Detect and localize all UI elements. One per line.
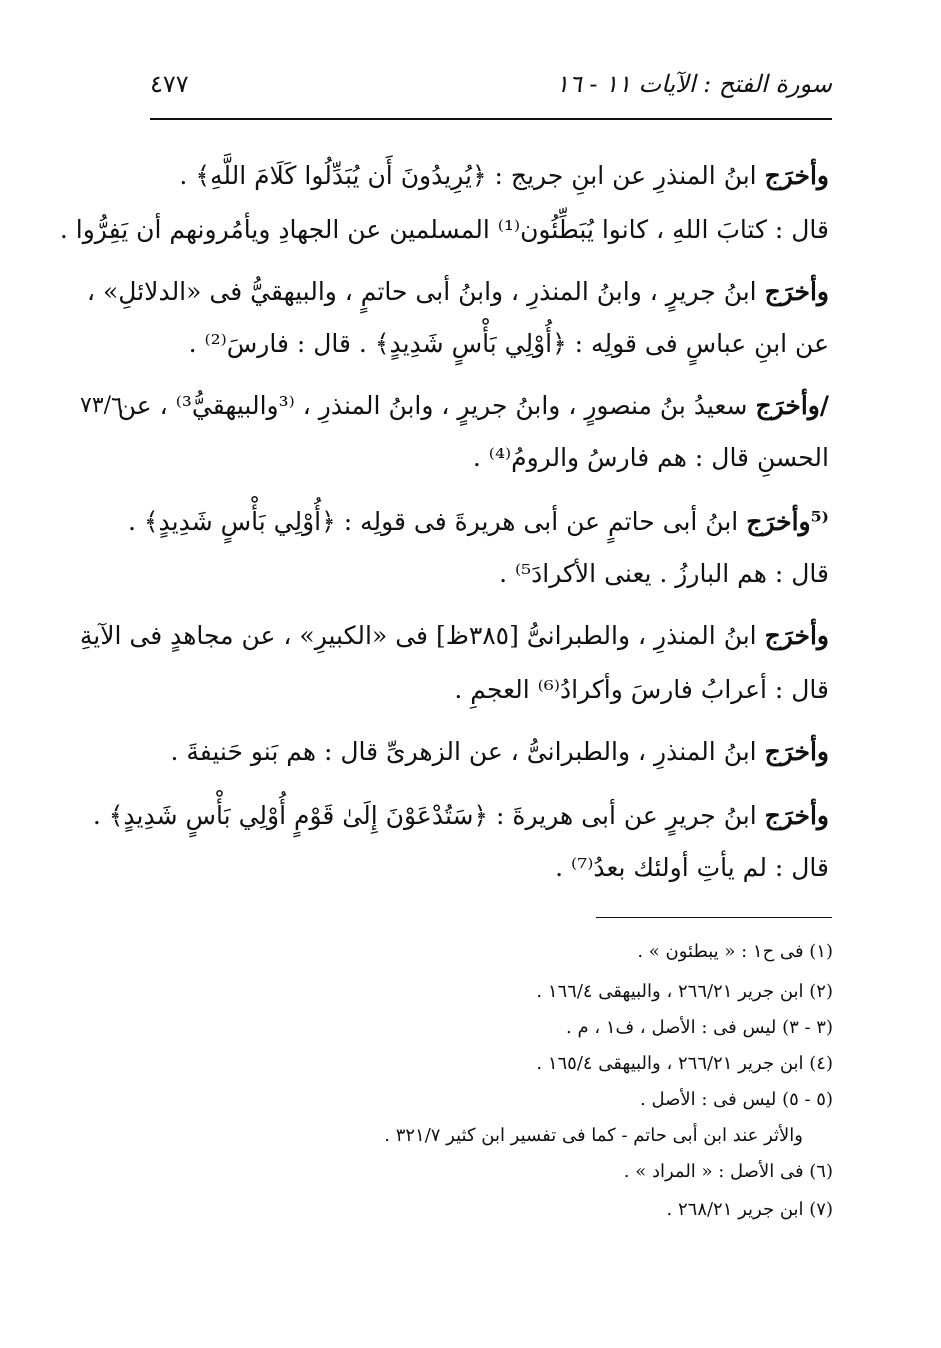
footnote-3: (٣ - ٣) ليس فى : الأصل ، ف١ ، م . [566, 1017, 833, 1038]
paragraph-text: ابنُ المنذرِ عن ابنِ جريج : ﴿يُرِيدُونَ أَن يُبَدِّلُوا كَلَامَ اللَّهِ﴾ . [179, 161, 757, 190]
paragraph-text: ابنُ أبى حاتمٍ عن أبى هريرةَ فى قولِه : ﴿أُوْلِي بَأْسٍ شَدِيدٍ﴾ . [127, 507, 739, 536]
paragraph-text: ابنُ المنذرِ ، والطبرانىُّ ، عن الزهرىِّ قال : هم بَنو حَنيفةَ . [170, 737, 757, 766]
paragraph-text: ابنُ جريرٍ عن أبى هريرةَ : ﴿سَتُدْعَوْنَ إِلَىٰ قَوْمٍ أُوْلِي بَأْسٍ شَدِيدٍ﴾ . [92, 801, 757, 830]
footnote-5: (٥ - ٥) ليس فى : الأصل . [640, 1089, 833, 1110]
paragraph-lead-word: ⁽⁵وأخرَج [746, 507, 829, 536]
footnote-2: (٢) ابن جرير ٢٦٦/٢١ ، والبيهقى ١٦٦/٤ . [536, 981, 833, 1002]
running-title: سورة الفتح : الآيات ١١ - ١٦ [555, 70, 832, 98]
paragraph-1-line-2: قال : كتابَ اللهِ ، كانوا يُبَطِّئُون⁽¹⁾ المسلمين عن الجهادِ ويأمُرونهم أن يَفِرُّوا . [59, 215, 829, 244]
paragraph-3-line-1 [118, 390, 829, 422]
paragraph-lead-word: وأخرَج [764, 801, 829, 830]
paragraph-7-line-1 [93, 800, 829, 832]
paragraph-5-line-2: قال : أعرابُ فارسَ وأكرادُ⁽⁶⁾ العجمِ . [454, 675, 829, 704]
footnote-4: (٤) ابن جرير ٢٦٦/٢١ ، والبيهقى ١٦٥/٤ . [536, 1053, 833, 1074]
paragraph-4-line-2: قال : هم البارزُ . يعنى الأكرادَ⁵⁾ . [499, 559, 829, 588]
footnote-1: (١) فى ح١ : « يبطئون » . [637, 941, 833, 962]
footnote-rule [596, 917, 832, 918]
page-header [150, 70, 832, 110]
paragraph-3-line-2: الحسنِ قال : هم فارسُ والرومُ⁽⁴⁾ . [472, 443, 829, 472]
paragraph-2-line-2: عن ابنِ عباسٍ فى قولِه : ﴿أُوْلِي بَأْسٍ شَدِيدٍ﴾ . قال : فارسَ⁽²⁾ . [188, 329, 829, 358]
paragraph-text: ابنُ جريرٍ ، وابنُ المنذرِ ، وابنُ أبى حاتمٍ ، والبيهقيُّ فى «الدلائلِ» ، [86, 277, 757, 306]
footnote-7: (٧) ابن جرير ٢٦٨/٢١ . [666, 1199, 833, 1220]
margin-volume-reference: ٧٣/٦ [80, 393, 123, 418]
paragraph-lead-word: وأخرَج [764, 737, 829, 766]
paragraph-lead-word: وأخرَج [764, 277, 829, 306]
paragraph-text: ابنُ المنذرِ ، والطبرانىُّ [٣٨٥ظ] فى «الكبيرِ» ، عن مجاهدٍ فى الآيةِ [79, 621, 757, 650]
page-number: ٤٧٧ [150, 70, 189, 98]
paragraph-lead-word: وأخرَج [764, 161, 829, 190]
footnote-6: (٦) فى الأصل : « المراد » . [623, 1161, 833, 1182]
paragraph-2-line-1 [87, 276, 829, 308]
paragraph-7-line-2: قال : لم يأتِ أولئك بعدُ⁽⁷⁾ . [555, 853, 829, 882]
header-rule [150, 118, 832, 120]
paragraph-6-line-1 [170, 736, 829, 768]
paragraph-lead-word: /وأخرَج [755, 391, 829, 420]
paragraph-5-line-1 [80, 620, 829, 652]
paragraph-text: سعيدُ بنُ منصورٍ ، وابنُ جريرٍ ، وابنُ المنذرِ ، ⁽³والبيهقيُّ³⁾ ، عن [117, 391, 748, 420]
paragraph-1-line-1 [179, 160, 829, 192]
paragraph-lead-word: وأخرَج [764, 621, 829, 650]
footnote-5-continuation: والأثر عند ابن أبى حاتم - كما فى تفسير ابن كثير ٣٢١/٧ . [384, 1125, 803, 1146]
paragraph-4-line-1 [128, 506, 829, 538]
